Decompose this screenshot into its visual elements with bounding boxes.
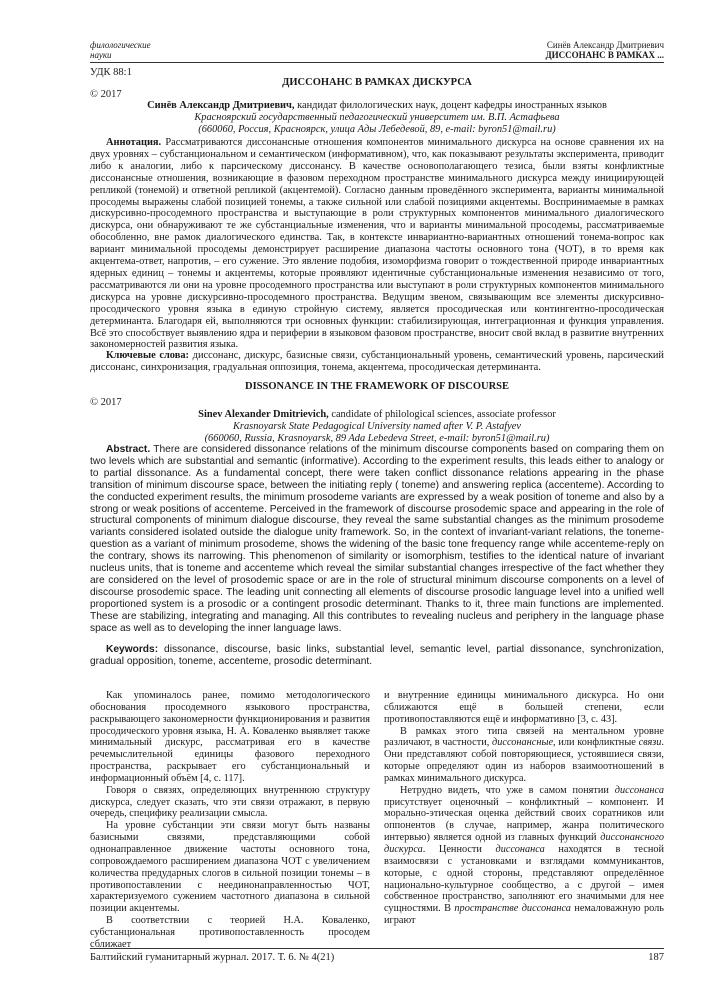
running-header <box>90 40 664 66</box>
en-author-block <box>90 409 664 445</box>
body-paragraph <box>384 726 664 785</box>
emphasis: пространстве диссонанса <box>454 903 571 915</box>
en-author-name: Sinev Alexander Dmitrievich, <box>198 409 329 420</box>
ru-copyright: © 2017 <box>90 89 122 100</box>
text-run: , или конфликтные <box>553 737 639 749</box>
header-author-title <box>545 40 664 60</box>
en-affiliation: Krasnoyarsk State Pedagogical University named after V. P. Astafyev <box>232 420 521 432</box>
emphasis: диссонанса <box>495 843 545 855</box>
body-paragraph: В соответствии с теорией Н.А. Коваленко, субстанциональная противопоставленность просодем сближает <box>90 915 370 950</box>
header-rule <box>90 62 664 63</box>
en-copyright: © 2017 <box>90 397 122 408</box>
en-keywords <box>90 644 664 668</box>
ru-keywords-label: Ключевые слова: <box>106 350 190 361</box>
body-paragraph: Как упоминалось ранее, помимо методологического обоснования просодемного языкового пространства, раскрывающего закономерности функционирования и развития просодического уровня языка, Н. А. Коваленко выявляет также минимальный дискурс, рассматривая его в качестве речемыслительной единицы фазового переходного пространства, раскрывает его субстанциональный и информационный объём [4, с. 117]. <box>90 690 370 784</box>
ru-affiliation: Красноярский государственный педагогический университет им. В.П. Астафьева <box>194 111 560 123</box>
text-run: Нетрудно видеть, что уже в самом понятии <box>400 784 615 796</box>
ru-title: ДИССОНАНС В РАМКАХ ДИСКУРСА <box>282 77 472 88</box>
emphasis: связи <box>638 737 662 749</box>
en-abstract <box>90 444 664 635</box>
footer-rule <box>90 948 664 949</box>
body-right-column <box>384 690 664 927</box>
text-run: немаловажную роль играют <box>384 903 664 927</box>
body-paragraph: На уровне субстанции эти связи могут быть названы базисными связями, представляющими собой однонаправленное движение частоты основного тона, сопровождаемого расширением диапазона ЧОТ с увеличением количества предударных слогов в сильной позиции тонемы – в противопоставлении с неединонаправленностью ЧОТ, характеризуемого сужением частотного диапазона в сильной позиции акцентемы. <box>90 820 370 915</box>
ru-keywords <box>90 350 664 374</box>
udk-code: УДК 88:1 <box>90 67 132 78</box>
header-section <box>90 40 151 60</box>
ru-author-block <box>90 100 664 136</box>
en-abstract-text: There are considered dissonance relations of the minimum discourse components based on comparing them on two levels which are substantial and semantic (informative). According to the experiment results, this leads either to analogy or to partial dissonance. As a fundamental concept, there were taken conflict dissonance relations appearing in the phase transition of minimum discourse space, between the initiating reply ( toneme) and answering replica (accenteme). According to the conducted experiment results, the minimum prosodeme variants are expressed by a weak position of toneme and also by a strong or weak positions of accenteme. Perceived in the framework of discourse prosodemic space and appearing in the role of structural components of minimum dialogue discourse, they reveal the same substantial changes as the minimum prosodeme variants considered isolated outside the dialogue unity framework. So, in the context of invariant-variant relations, the toneme-question as a variant of minimum prosodeme, shows the widening of the basic tone frequency range while accenteme-reply on the contrary, shows its narrowing. This phenomenon of similarity or isomorphism, testifies to the identical nature of invariant nucleus units, that is toneme and accenteme which reveal the similar substantial changes irrespective of the fact whether they are considered on the level of prosodemic space or are in the role of structural minimum discourse components on a level of discourse prosodemic space. The leading unit connecting all elements of discourse prosodic language level into a unified well proportioned system is a prosodic or a contingent prosodic determinant. Thanks to it, three main functions are implemented. These are stabilizing, integrating and managing. All this contributes to revealing nucleus and periphery in the language phase space as well as to developing the inner language laws. <box>90 444 664 634</box>
ru-abstract-label: Аннотация. <box>106 137 162 148</box>
footer-journal: Балтийский гуманитарный журнал. 2017. Т. 6. № 4(21) <box>90 952 335 963</box>
emphasis: диссонансные <box>492 737 554 749</box>
ru-abstract-text: Рассматриваются диссонансные отношения компонентов минимального дискурса на основе сравнения их на двух уровнях – субстанциональном и семантическом (информативном), что, как показывают результаты эксперимента, приводит либо к аналогии, либо к парсическому диссонансу. В качестве основополагающего тезиса, были взяты конфликтные диссонансные отношения, возникающие в фазовом переходном пространстве минимального дискурса между инициирующей репликой (тонемой) и ответной репликой (акцентемой). Согласно данным проведённого эксперимента, варианты минимальной просодемы выражены слабой позицией тонемы, а также сильной или слабой позициями акцентемы. Воспринимаемые в рамках дискурсивно-просодемного пространства и выступающие в роли структурных компонентов минимального диалогического дискурса, они обнаруживают те же субстанциальные изменения, что и варианты минимальной просодемы, рассматриваемые обособленно, вне рамок диалогического единства. Так, в контексте инвариантно-вариантных отношений тонема-вопрос как вариант минимальной просодемы демонстрирует расширение диапазона частоты основного тона (ЧОТ), в то время как акцентема-ответ, напротив, – его сужение. Это явление подобия, изоморфизма говорит о тождественной природе инвариантных ядерных единиц – тонемы и акцентемы, которые проявляют идентичные субстанциональные изменения независимо от того, рассматриваются ли они на уровне просодемного пространства или выступают в роли структурных компонентов минимального дискурса на уровне дискурсивно-просодемного пространства. Ведущим звеном, связывающим все элементы дискурсивно-просодического уровня языка в единую стройную систему, является просодическая или контингентно-просодическая детерминанта. Благодаря ей, выполняются три основных функции: стабилизирующая, интеграционная и функция управления. Всё это способствует выявлению ядра и периферии в языковом фазовом пространстве, вносит свой вклад в развитие внутренних закономерностей развития языка. <box>90 137 664 351</box>
ru-author-name: Синёв Александр Дмитриевич, <box>147 100 295 111</box>
text-run: В рамках этого типа связей на ментальном уровне различают, в частности, <box>384 725 664 749</box>
page-number: 187 <box>648 952 664 963</box>
body-paragraph: Говоря о связях, определяющих внутреннюю структуру дискурса, следует сказать, что эти связи отражают, в первую очередь, специфику реализации смысла. <box>90 784 370 820</box>
text-run: присутствует оценочный – конфликтный – компонент. И морально-этическая оценка действий своих соратников или оппонентов (в случае, например, жанра политического интервью) является одной из главных функций <box>384 796 664 844</box>
emphasis: диссонансного дискурса <box>384 832 664 855</box>
ru-author-info: кандидат филологических наук, доцент кафедры иностранных языков <box>294 100 607 111</box>
body-paragraph <box>384 785 664 927</box>
text-run: . Ценности <box>422 843 496 855</box>
header-short-title: ДИССОНАНС В РАМКАХ ... <box>545 50 664 60</box>
header-author: Синёв Александр Дмитриевич <box>546 40 664 50</box>
emphasis: диссонанса <box>614 784 664 796</box>
ru-address: (660060, Россия, Красноярск, улица Ады Лебедевой, 89, e-mail: byron51@mail.ru) <box>198 123 556 135</box>
ru-author-line <box>90 100 664 112</box>
ru-abstract <box>90 137 664 351</box>
en-abstract-label: Abstract. <box>106 444 151 455</box>
en-author-info: candidate of philological sciences, associate professor <box>328 409 556 420</box>
header-section-line1: филологические <box>90 40 151 50</box>
header-section-line2: науки <box>90 50 112 60</box>
body-paragraph: и внутренние единицы минимального дискурса. Но они сближаются ещё в большей степени, если противопоставляются ещё и информативно [3, с. 43]. <box>384 690 664 725</box>
en-address: (660060, Russia, Krasnoyarsk, 89 Ada Lebedeva Street, e-mail: byron51@mail.ru) <box>204 432 550 444</box>
en-author-line <box>90 409 664 421</box>
en-keywords-label: Keywords: <box>106 644 159 655</box>
en-title: DISSONANCE IN THE FRAMEWORK OF DISCOURSE <box>245 381 509 392</box>
en-keywords-text: dissonance, discourse, basic links, substantial level, semantic level, partial dissonance, synchronization, gradual opposition, toneme, accenteme, prosodic determinant. <box>90 644 664 667</box>
text-run: . Они представляют собой повторяющиеся, устоявшиеся связи, которые определяют один из наборов взаимоотношений в рамках минимального дискурса. <box>384 737 664 784</box>
body-left-column <box>90 690 370 951</box>
ru-keywords-text: диссонанс, дискурс, базисные связи, субстанциональный уровень, семантический уровень, парсический диссонанс, синхронизация, градуальная оппозиция, тонема, акцентема, просодическая детерминанта. <box>90 350 664 373</box>
text-run: находятся в тесной взаимосвязи с установками и взглядами коммуникантов, которые, с одной стороны, представляют определённое национально-культурное сообщество, а с другой – имея собственное пространство, заполняют его значимыми для нее сущностями. В <box>384 843 664 915</box>
